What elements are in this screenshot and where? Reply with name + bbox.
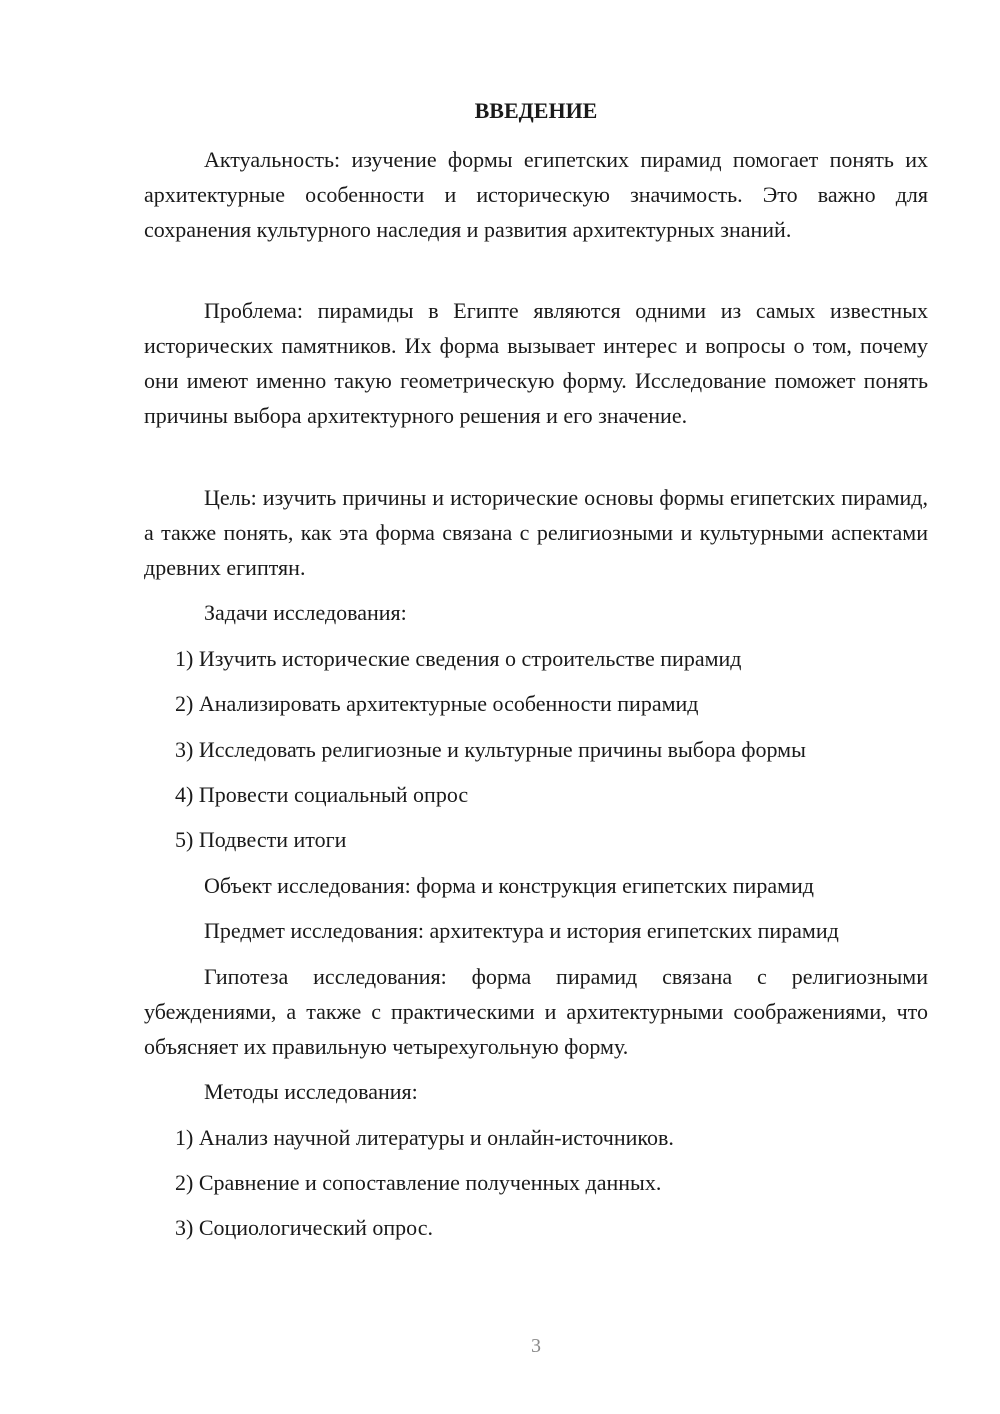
research-object: Объект исследования: форма и конструкция египетских пирамид xyxy=(204,873,814,898)
page-number: 3 xyxy=(531,1335,541,1357)
method-item-3: 3) Социологический опрос. xyxy=(175,1215,433,1240)
document-page xyxy=(144,0,928,1414)
task-item-4: 4) Провести социальный опрос xyxy=(175,782,469,807)
methods-heading: Методы исследования: xyxy=(204,1079,418,1104)
task-item-5: 5) Подвести итоги xyxy=(175,827,347,852)
section-title: ВВЕДЕНИЕ xyxy=(474,98,598,123)
method-item-1: 1) Анализ научной литературы и онлайн-источников. xyxy=(175,1125,674,1150)
goal-paragraph: Цель: изучить причины и исторические основы формы египетских пирамид, а также понять, как эта форма связана с религиозными и культурными аспектами древних египтян. xyxy=(144,485,928,580)
task-item-2: 2) Анализировать архитектурные особенности пирамид xyxy=(175,691,699,716)
research-subject: Предмет исследования: архитектура и история египетских пирамид xyxy=(204,918,839,943)
method-item-2: 2) Сравнение и сопоставление полученных данных. xyxy=(175,1170,662,1195)
hypothesis-paragraph: Гипотеза исследования: форма пирамид связана с религиозными убеждениями, а также с практическими и архитектурными соображениями, что объясняет их правильную четырехугольную форму. xyxy=(144,964,928,1059)
task-item-3: 3) Исследовать религиозные и культурные причины выбора формы xyxy=(175,737,806,762)
problem-paragraph: Проблема: пирамиды в Египте являются одними из самых известных исторических памятников. Их форма вызывает интерес и вопросы о том, почему они имеют именно такую геометрическую форму. Исследование поможет понять причины выбора архитектурного решения и его значение. xyxy=(144,298,928,428)
task-item-1: 1) Изучить исторические сведения о строительстве пирамид xyxy=(175,646,742,671)
relevance-paragraph: Актуальность: изучение формы египетских пирамид помогает понять их архитектурные особенности и историческую значимость. Это важно для сохранения культурного наследия и развития архитектурных знаний. xyxy=(144,147,928,242)
tasks-heading: Задачи исследования: xyxy=(204,600,407,625)
